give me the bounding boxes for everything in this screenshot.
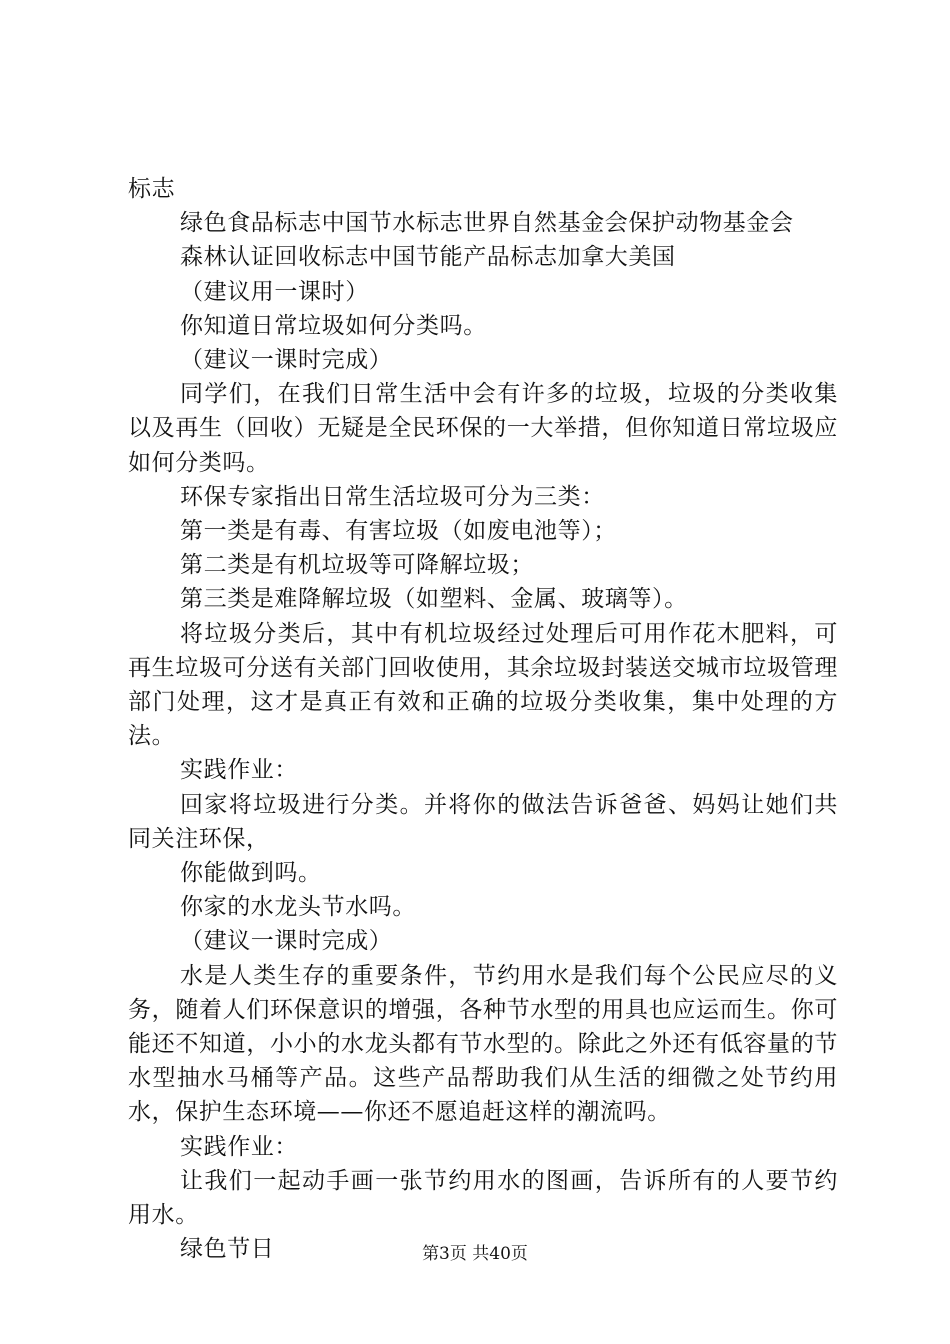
- page-number-footer: 第3页 共40页: [422, 1244, 528, 1264]
- paragraph-category-2: 第二类是有机垃圾等可降解垃圾；: [180, 552, 534, 579]
- paragraph-garbage-question: 你知道日常垃圾如何分类吗。: [180, 312, 487, 339]
- paragraph-practice-heading-2: 实践作业：: [180, 1133, 298, 1160]
- paragraph-water-saving: 水是人类生存的重要条件，节约用水是我们每个公民应尽的义务，随着人们环保意识的增强，各种节水型的用具也应运而生。你可能还不知道，小小的水龙头都有节水型的。除此之外还有低容量的节水型抽水马桶等产品。这些产品帮助我们从生活的细微之处节约用水，保护生态环境——你还不愿追赶这样的潮流吗。: [128, 962, 838, 1126]
- paragraph-garbage-intro: 同学们，在我们日常生活中会有许多的垃圾，垃圾的分类收集以及再生（回收）无疑是全民环保的一大举措，但你知道日常垃圾应如何分类吗。: [128, 381, 838, 476]
- paragraph-practice-heading-1: 实践作业：: [180, 757, 298, 784]
- paragraph-practice-task-1: 回家将垃圾进行分类。并将你的做法告诉爸爸、妈妈让她们共同关注环保，: [128, 791, 838, 852]
- paragraph-category-3: 第三类是难降解垃圾（如塑料、金属、玻璃等）。: [180, 586, 688, 613]
- paragraph-sorting-method: 将垃圾分类后，其中有机垃圾经过处理后可用作花木肥料，可再生垃圾可分送有关部门回收使用，其余垃圾封装送交城市垃圾管理部门处理，这才是真正有效和正确的垃圾分类收集，集中处理的方法。: [128, 620, 838, 750]
- paragraph-category-1: 第一类是有毒、有害垃圾（如废电池等）；: [180, 518, 617, 545]
- paragraph-logo-list-1: 绿色食品标志中国节水标志世界自然基金会保护动物基金会: [180, 210, 794, 237]
- paragraph-practice-task-2: 让我们一起动手画一张节约用水的图画，告诉所有的人要节约用水。: [128, 1167, 838, 1229]
- paragraph-lesson-note-2: （建议一课时完成）: [180, 347, 393, 374]
- paragraph-expert-note: 环保专家指出日常生活垃圾可分为三类：: [180, 483, 605, 510]
- paragraph-heading-fragment: 标志: [128, 176, 176, 202]
- document-body: [128, 172, 838, 1267]
- paragraph-green-festival: 绿色节日: [180, 1236, 275, 1263]
- paragraph-logo-list-2: 森林认证回收标志中国节能产品标志加拿大美国: [180, 244, 676, 271]
- paragraph-can-you: 你能做到吗。: [180, 860, 322, 887]
- paragraph-faucet-question: 你家的水龙头节水吗。: [180, 894, 416, 921]
- paragraph-lesson-note-3: （建议一课时完成）: [180, 928, 393, 955]
- paragraph-lesson-note-1: （建议用一课时）: [180, 278, 369, 305]
